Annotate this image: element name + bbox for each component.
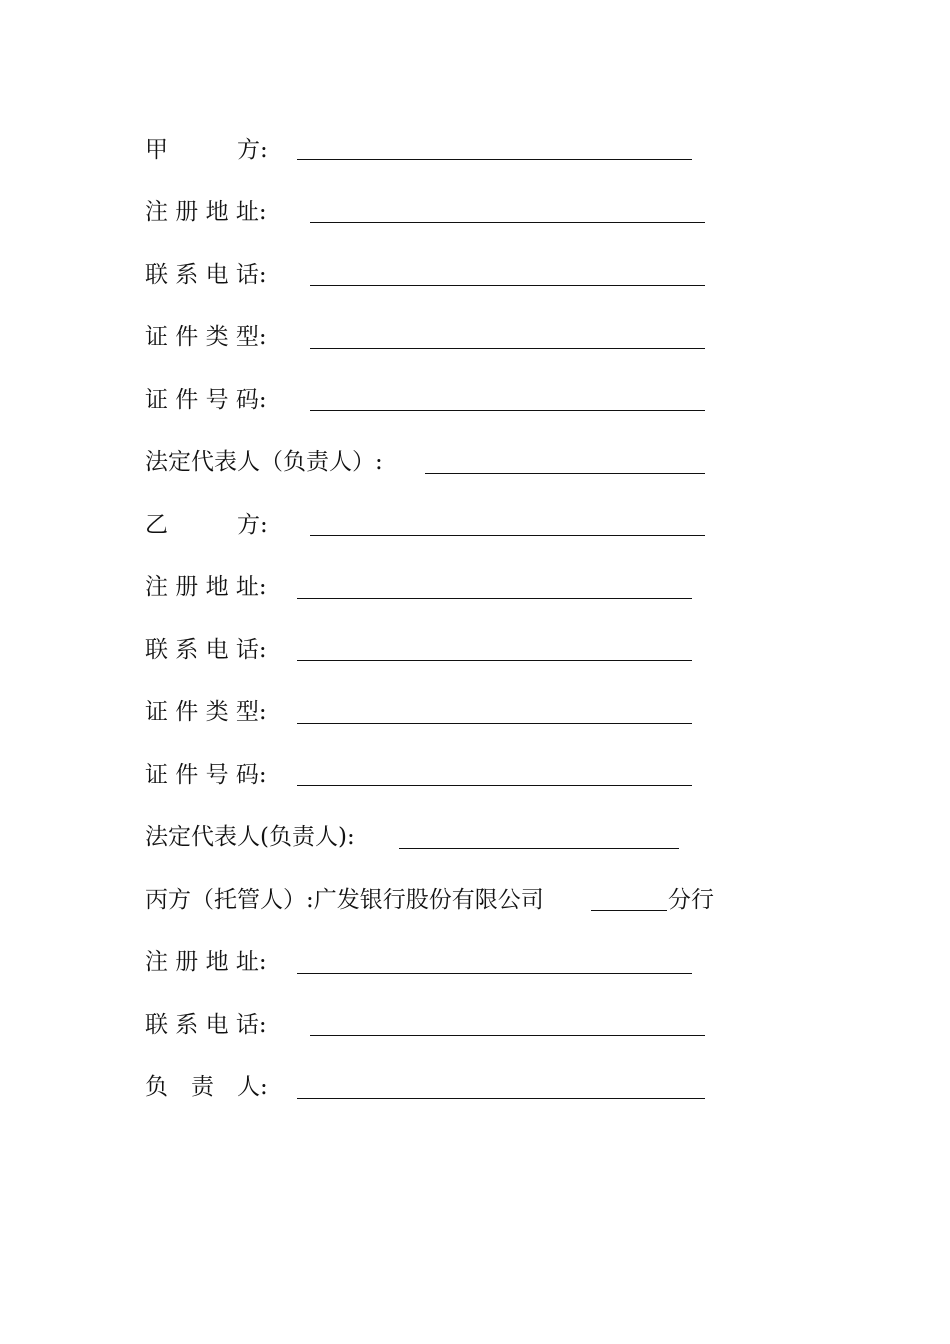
party-b-phone-label: 联 系 电 话:	[145, 637, 267, 663]
party-a-id-type-row	[145, 321, 705, 353]
party-b-name-label: 乙 方:	[145, 512, 268, 538]
party-a-address-row	[145, 196, 705, 228]
party-b-id-number-blank[interactable]	[297, 785, 692, 786]
party-c-address-blank[interactable]	[297, 973, 692, 974]
party-b-name-row	[145, 509, 705, 541]
party-a-address-blank[interactable]	[310, 222, 705, 223]
party-a-id-number-row	[145, 384, 705, 416]
party-c-address-row	[145, 946, 705, 978]
party-a-legal-rep-row	[145, 446, 705, 478]
party-b-legal-rep-label: 法定代表人(负责人):	[145, 824, 355, 850]
party-b-phone-blank[interactable]	[297, 660, 692, 661]
party-b-legal-rep-row	[145, 821, 705, 853]
party-b-name-blank[interactable]	[310, 535, 705, 536]
party-c-phone-blank[interactable]	[310, 1035, 705, 1036]
party-b-id-type-row	[145, 696, 705, 728]
party-c-name-row	[145, 884, 745, 916]
party-c-address-label: 注 册 地 址:	[145, 949, 267, 975]
party-b-id-number-row	[145, 759, 705, 791]
party-c-branch-blank[interactable]	[591, 910, 667, 911]
party-a-phone-row	[145, 259, 705, 291]
party-a-legal-rep-blank[interactable]	[425, 473, 705, 474]
party-b-id-type-blank[interactable]	[297, 723, 692, 724]
party-a-legal-rep-label: 法定代表人（负责人）:	[145, 449, 383, 475]
party-a-phone-label: 联 系 电 话:	[145, 262, 267, 288]
party-a-name-label: 甲 方:	[145, 137, 268, 163]
party-a-id-number-label: 证 件 号 码:	[145, 387, 267, 413]
party-c-branch-suffix: 分行	[668, 887, 714, 913]
party-a-id-number-blank[interactable]	[310, 410, 705, 411]
party-a-address-label: 注 册 地 址:	[145, 199, 267, 225]
party-a-name-row	[145, 134, 705, 166]
party-c-phone-row	[145, 1009, 705, 1041]
party-c-responsible-label: 负 责 人:	[145, 1074, 268, 1100]
party-c-responsible-blank[interactable]	[297, 1098, 705, 1099]
party-b-phone-row	[145, 634, 705, 666]
party-b-id-number-label: 证 件 号 码:	[145, 762, 267, 788]
party-c-responsible-row	[145, 1071, 705, 1103]
party-b-id-type-label: 证 件 类 型:	[145, 699, 267, 725]
party-b-address-label: 注 册 地 址:	[145, 574, 267, 600]
party-b-address-blank[interactable]	[297, 598, 692, 599]
party-a-id-type-label: 证 件 类 型:	[145, 324, 267, 350]
party-a-name-blank[interactable]	[297, 159, 692, 160]
party-b-legal-rep-blank[interactable]	[399, 848, 679, 849]
party-a-phone-blank[interactable]	[310, 285, 705, 286]
party-b-address-row	[145, 571, 705, 603]
party-c-name-label: 丙方（托管人）:广发银行股份有限公司	[145, 887, 544, 913]
party-a-id-type-blank[interactable]	[310, 348, 705, 349]
party-c-phone-label: 联 系 电 话:	[145, 1012, 267, 1038]
